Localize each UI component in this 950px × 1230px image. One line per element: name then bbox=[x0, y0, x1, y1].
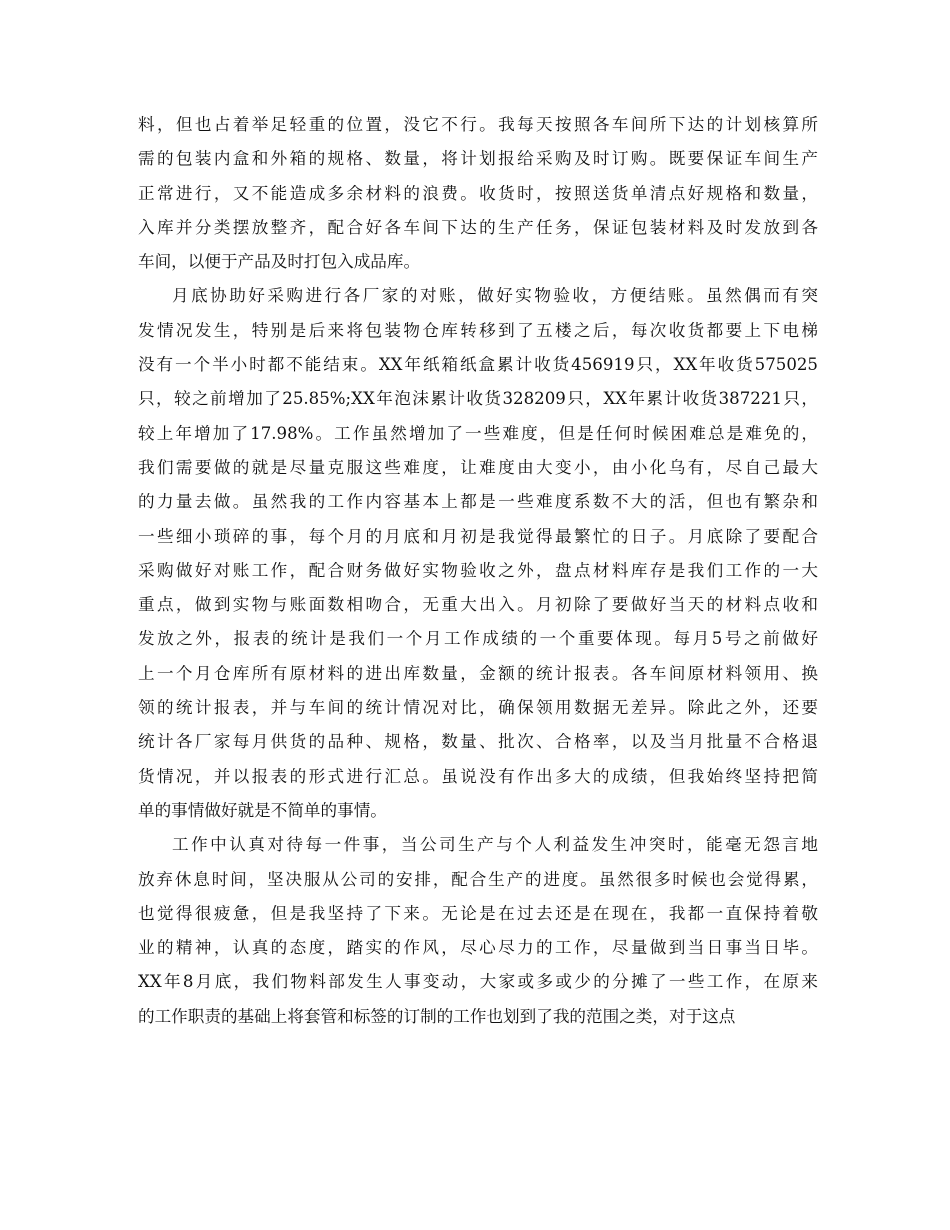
text-line: 放弃休息时间，坚决服从公司的安排，配合生产的进度。虽然很多时候也会觉得累， bbox=[138, 869, 818, 889]
text-line: 车间，以便于产品及时打包入成品库。 bbox=[138, 252, 421, 272]
text-line: XX年8月底，我们物料部发生人事变动，大家或多或少的分摊了一些工作，在原来 bbox=[138, 972, 818, 992]
text-line: 一些细小琐碎的事，每个月的月底和月初是我觉得最繁忙的日子。月底除了要配合 bbox=[138, 526, 818, 546]
paragraph bbox=[138, 108, 818, 279]
text-line: 正常进行，又不能造成多余材料的浪费。收货时，按照送货单清点好规格和数量， bbox=[138, 183, 818, 203]
text-line: 业的精神，认真的态度，踏实的作风，尽心尽力的工作，尽量做到当日事当日毕。 bbox=[138, 938, 818, 958]
text-line: 采购做好对账工作，配合财务做好实物验收之外，盘点材料库存是我们工作的一大 bbox=[138, 560, 818, 580]
text-line: 的工作职责的基础上将套管和标签的订制的工作也划到了我的范围之类，对于这点 bbox=[138, 1006, 736, 1026]
text-line: 单的事情做好就是不简单的事情。 bbox=[138, 800, 387, 820]
text-line: 重点，做到实物与账面数相吻合，无重大出入。月初除了要做好当天的材料点收和 bbox=[138, 595, 818, 615]
text-line: 发情况发生，特别是后来将包装物仓库转移到了五楼之后，每次收货都要上下电梯 bbox=[138, 320, 818, 340]
text-line: 没有一个半小时都不能结束。XX年纸箱纸盒累计收货456919只，XX年收货575025 bbox=[138, 355, 818, 375]
text-line: 月底协助好采购进行各厂家的对账，做好实物验收，方便结账。虽然偶而有突 bbox=[172, 286, 818, 306]
text-line: 工作中认真对待每一件事，当公司生产与个人利益发生冲突时，能毫无怨言地 bbox=[172, 835, 818, 855]
text-line: 我们需要做的就是尽量克服这些难度，让难度由大变小，由小化乌有，尽自己最大 bbox=[138, 457, 818, 477]
text-line: 统计各厂家每月供货的品种、规格，数量、批次、合格率，以及当月批量不合格退 bbox=[138, 732, 818, 752]
text-line: 的力量去做。虽然我的工作内容基本上都是一些难度系数不大的活，但也有繁杂和 bbox=[138, 492, 818, 512]
text-line: 发放之外，报表的统计是我们一个月工作成绩的一个重要体现。每月5号之前做好 bbox=[138, 629, 818, 649]
text-line: 料，但也占着举足轻重的位置，没它不行。我每天按照各车间所下达的计划核算所 bbox=[138, 115, 818, 134]
text-line: 领的统计报表，并与车间的统计情况对比，确保领用数据无差异。除此之外，还要 bbox=[138, 698, 818, 718]
text-line: 较上年增加了17.98%。工作虽然增加了一些难度，但是任何时候困难总是难免的， bbox=[138, 423, 818, 443]
text-line: 只，较之前增加了25.85%;XX年泡沫累计收货328209只，XX年累计收货387221只， bbox=[138, 389, 818, 409]
text-line: 入库并分类摆放整齐，配合好各车间下达的生产任务，保证包装材料及时发放到各 bbox=[138, 217, 818, 237]
text-line: 上一个月仓库所有原材料的进出库数量，金额的统计报表。各车间原材料领用、换 bbox=[138, 663, 818, 683]
text-line: 需的包装内盒和外箱的规格、数量，将计划报给采购及时订购。既要保证车间生产 bbox=[138, 149, 818, 169]
text-line: 货情况，并以报表的形式进行汇总。虽说没有作出多大的成绩，但我始终坚持把简 bbox=[138, 766, 818, 786]
document-body bbox=[138, 108, 818, 1034]
paragraph bbox=[138, 279, 818, 828]
paragraph bbox=[138, 828, 818, 1034]
text-line: 也觉得很疲惫，但是我坚持了下来。无论是在过去还是在现在，我都一直保持着敬 bbox=[138, 903, 818, 923]
